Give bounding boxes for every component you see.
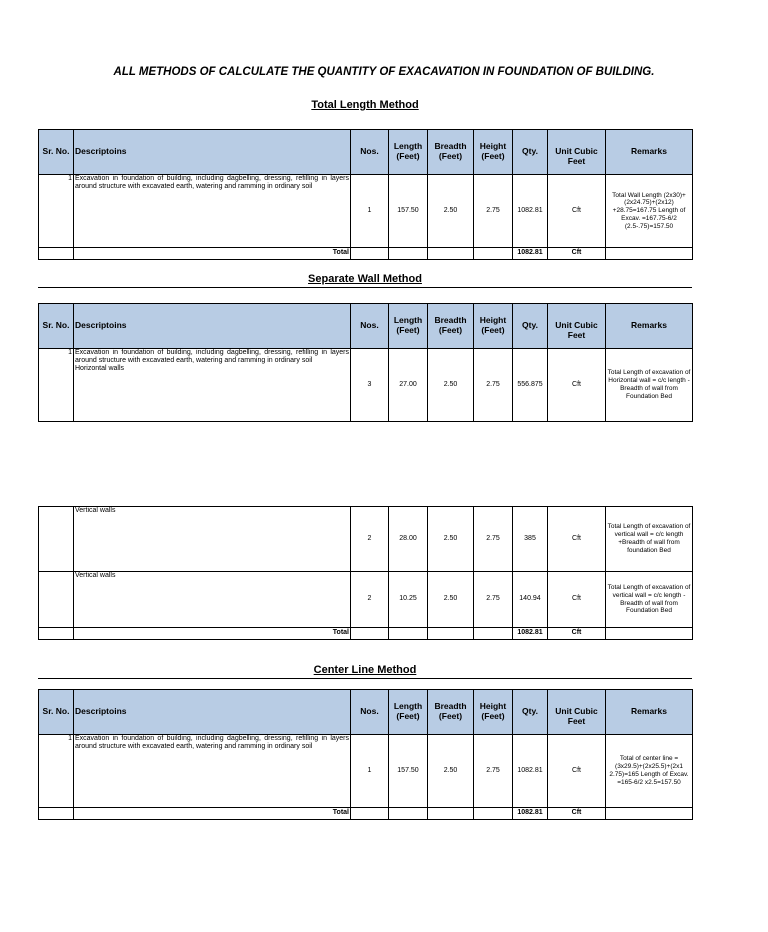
sr-cell: 1 <box>39 735 74 808</box>
breadth-cell: 2.50 <box>428 735 474 808</box>
section-divider <box>38 287 692 288</box>
section-title-separate-wall: Separate Wall Method <box>308 273 422 285</box>
nos-cell: 2 <box>351 507 389 572</box>
header-length: Length (Feet) <box>389 690 428 735</box>
table-row <box>39 735 693 808</box>
remarks-cell: Total of center line =(3x29.5)+(2x25.5)+(2x1 2.75)=165 Length of Excav. =165-6/2 x2.5=157.50 <box>606 735 693 808</box>
length-cell: 28.00 <box>389 507 428 572</box>
total-unit: Cft <box>548 808 606 820</box>
description-subtext: Horizontal walls <box>75 365 125 373</box>
unit-cell: Cft <box>548 507 606 572</box>
unit-cell: Cft <box>548 735 606 808</box>
nos-cell: 3 <box>351 349 389 422</box>
length-cell: 157.50 <box>389 175 428 248</box>
total-row <box>39 248 693 260</box>
total-label: Total <box>74 628 351 640</box>
header-height: Height (Feet) <box>474 304 513 349</box>
table-row <box>39 507 693 572</box>
length-cell: 27.00 <box>389 349 428 422</box>
height-cell: 2.75 <box>474 175 513 248</box>
unit-cell: Cft <box>548 349 606 422</box>
qty-cell: 1082.81 <box>513 735 548 808</box>
remarks-cell: Total Length of excavation of Horizontal wall = c/c length - Breadth of wall from Foundation Bed <box>606 349 693 422</box>
header-length: Length (Feet) <box>389 130 428 175</box>
breadth-cell: 2.50 <box>428 349 474 422</box>
remarks-cell: Total Length of excavation of vertical wall = c/c length +Breadth of wall from foundation Bed <box>606 507 693 572</box>
header-sr: Sr. No. <box>39 690 74 735</box>
qty-cell: 556.875 <box>513 349 548 422</box>
header-remarks: Remarks <box>606 304 693 349</box>
qty-cell: 140.94 <box>513 572 548 628</box>
height-cell: 2.75 <box>474 349 513 422</box>
total-unit: Cft <box>548 628 606 640</box>
nos-cell: 2 <box>351 572 389 628</box>
description-cell <box>74 507 351 572</box>
table-row <box>39 572 693 628</box>
header-unit: Unit Cubic Feet <box>548 130 606 175</box>
description-subtext: Vertical walls <box>75 507 116 514</box>
unit-cell: Cft <box>548 572 606 628</box>
nos-cell: 1 <box>351 175 389 248</box>
section-title-total-length: Total Length Method <box>311 99 419 111</box>
total-length-table <box>38 129 693 260</box>
qty-cell: 1082.81 <box>513 175 548 248</box>
header-unit: Unit Cubic Feet <box>548 690 606 735</box>
header-length: Length (Feet) <box>389 304 428 349</box>
page-title: ALL METHODS OF CALCULATE THE QUANTITY OF EXACAVATION IN FOUNDATION OF BUILDING. <box>113 66 655 78</box>
header-unit: Unit Cubic Feet <box>548 304 606 349</box>
unit-cell: Cft <box>548 175 606 248</box>
height-cell: 2.75 <box>474 572 513 628</box>
total-row <box>39 628 693 640</box>
section-title-center-line: Center Line Method <box>313 664 417 676</box>
length-cell: 10.25 <box>389 572 428 628</box>
total-unit: Cft <box>548 248 606 260</box>
header-nos: Nos. <box>351 304 389 349</box>
header-qty: Qty. <box>513 304 548 349</box>
description-cell <box>74 349 351 422</box>
height-cell: 2.75 <box>474 507 513 572</box>
sr-cell: 1 <box>39 175 74 248</box>
header-nos: Nos. <box>351 130 389 175</box>
breadth-cell: 2.50 <box>428 175 474 248</box>
header-sr: Sr. No. <box>39 130 74 175</box>
header-breadth: Breadth (Feet) <box>428 690 474 735</box>
table-row <box>39 349 693 422</box>
remarks-cell: Total Length of excavation of vertical wall = c/c length - Breadth of wall from Foundation Bed <box>606 572 693 628</box>
header-remarks: Remarks <box>606 690 693 735</box>
header-remarks: Remarks <box>606 130 693 175</box>
table-row <box>39 175 693 248</box>
total-row <box>39 808 693 820</box>
height-cell: 2.75 <box>474 735 513 808</box>
length-cell: 157.50 <box>389 735 428 808</box>
header-nos: Nos. <box>351 690 389 735</box>
header-qty: Qty. <box>513 690 548 735</box>
description-cell: Excavation in foundation of building, including dagbelling, dressing, refilling in layers around structure with excavated earth, watering and ramming in ordinary soil <box>74 735 351 808</box>
header-row <box>39 690 693 735</box>
breadth-cell: 2.50 <box>428 507 474 572</box>
header-descriptions: Descriptoins <box>74 690 351 735</box>
header-sr: Sr. No. <box>39 304 74 349</box>
header-row <box>39 130 693 175</box>
separate-wall-table-continued <box>38 506 693 640</box>
description-subtext: Vertical walls <box>75 572 116 579</box>
qty-cell: 385 <box>513 507 548 572</box>
header-height: Height (Feet) <box>474 690 513 735</box>
center-line-table <box>38 689 693 820</box>
nos-cell: 1 <box>351 735 389 808</box>
total-label: Total <box>74 248 351 260</box>
description-cell: Excavation in foundation of building, including dagbelling, dressing, refilling in layers around structure with excavated earth, watering and ramming in ordinary soil <box>74 175 351 248</box>
header-descriptions: Descriptoins <box>74 130 351 175</box>
description-text: Excavation in foundation of building, including dagbelling, dressing, refilling in layers around structure with excavated earth, watering and ramming in ordinary soil <box>75 349 349 365</box>
header-row <box>39 304 693 349</box>
section-divider <box>38 678 692 679</box>
total-qty: 1082.81 <box>513 248 548 260</box>
description-cell <box>74 572 351 628</box>
header-qty: Qty. <box>513 130 548 175</box>
breadth-cell: 2.50 <box>428 572 474 628</box>
header-breadth: Breadth (Feet) <box>428 130 474 175</box>
separate-wall-table <box>38 303 693 422</box>
header-descriptions: Descriptoins <box>74 304 351 349</box>
total-qty: 1082.81 <box>513 628 548 640</box>
header-height: Height (Feet) <box>474 130 513 175</box>
total-label: Total <box>74 808 351 820</box>
total-qty: 1082.81 <box>513 808 548 820</box>
sr-cell: 1 <box>39 349 74 422</box>
header-breadth: Breadth (Feet) <box>428 304 474 349</box>
remarks-cell: Total Wall Length (2x30)+(2x24.75)+(2x12) +28.75=167.75 Length of Excav. =167.75-6/2 (2.5-.75)=157.50 <box>606 175 693 248</box>
